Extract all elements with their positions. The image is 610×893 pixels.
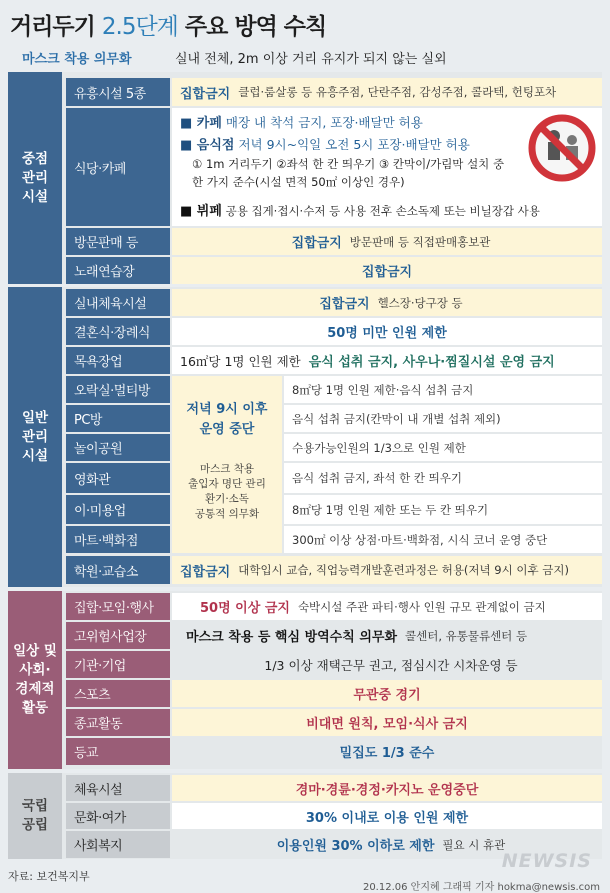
mask-desc: 실내 전체, 2m 이상 거리 유지가 되지 않는 실외 (175, 52, 447, 67)
table-row (66, 289, 602, 316)
rule-cell: 이용인원 30% 이하로 제한 필요 시 휴관 (276, 837, 506, 854)
category-label: 놀이공원 (66, 434, 170, 461)
rule-cell: 8㎡당 1명 인원 제한·음식 섭취 금지 (284, 376, 602, 403)
category-label: 방문판매 등 (66, 228, 170, 255)
category-label: 문화·여가 (66, 803, 170, 829)
table-row (66, 405, 602, 432)
table-row (66, 651, 602, 678)
section-general (8, 287, 602, 587)
table-row (66, 434, 602, 461)
category-label: 식당·카페 (66, 108, 170, 226)
rule-cell: 경마·경륜·경정·카지노 운영중단 (172, 775, 602, 801)
category-label: 영화관 (66, 463, 170, 493)
rule-cell: 밀집도 1/3 준수 (339, 746, 435, 761)
rule-cell: 음식 섭취 금지(칸막이 내 개별 섭취 제외) (284, 405, 602, 432)
section-label: 일상 및 사회· 경제적 활동 (8, 591, 62, 769)
category-label: 체육시설 (66, 775, 170, 801)
rule-cell: 30% 이내로 이용 인원 제한 (172, 803, 602, 829)
category-label: 노래연습장 (66, 257, 170, 284)
common-rules-block: 저녁 9시 이후 운영 중단 마스크 착용 출입자 명단 관리 환기·소독 공통적 의무화 (172, 376, 282, 553)
rule-cell: 50명 미만 인원 제한 (172, 318, 602, 345)
rule-cell: 1/3 이상 재택근무 권고, 점심시간 시차운영 등 (264, 657, 518, 673)
category-label: 사회복지 (66, 831, 170, 858)
table-row (66, 257, 602, 284)
rule-cell: 300㎡ 이상 상점·마트·백화점, 시식 코너 운영 중단 (284, 526, 602, 553)
rule-cell: 집합금지 (172, 257, 602, 284)
table-row (66, 556, 602, 584)
category-label: 이·미용업 (66, 495, 170, 524)
rule-cell: 무관중 경기 (172, 680, 602, 707)
category-label: 등교 (66, 738, 170, 765)
rule-cell: 집합금지 방문판매 등 직접판매홍보관 (172, 228, 602, 255)
section-label: 국립 공립 (8, 773, 62, 859)
section-daily (8, 591, 602, 769)
table-row (66, 526, 602, 553)
category-label: 마트·백화점 (66, 526, 170, 553)
rule-cell: 16㎡당 1명 인원 제한 음식 섭취 금지, 사우나·찜질시설 운영 금지 (172, 347, 602, 374)
rule-cell: 집합금지 대학입시 교습, 직업능력개발훈련과정은 허용(저녁 9시 이후 금지) (172, 556, 602, 584)
table-row (66, 228, 602, 255)
table-row (66, 622, 602, 649)
rule-cell: 8㎡당 1명 인원 제한 또는 두 칸 띄우기 (284, 495, 602, 524)
category-label: 실내체육시설 (66, 289, 170, 316)
table-row (66, 593, 602, 620)
category-label: 오락실·멀티방 (66, 376, 170, 403)
section-label: 중점 관리 시설 (8, 72, 62, 284)
table-row (66, 738, 602, 765)
category-label: 목욕장업 (66, 347, 170, 374)
category-label: PC방 (66, 405, 170, 432)
table-row (66, 803, 602, 829)
page-title: 거리두기 2.5단계 주요 방역 수칙 (10, 14, 327, 40)
level-text: 2.5단계 (101, 14, 178, 40)
table-row (66, 376, 602, 403)
table-row (66, 709, 602, 736)
category-label: 유흥시설 5종 (66, 78, 170, 106)
category-label: 학원·교습소 (66, 556, 170, 584)
rule-cell: 집합금지 헬스장·당구장 등 (172, 289, 602, 316)
category-label: 결혼식·장례식 (66, 318, 170, 345)
table-row (66, 78, 602, 106)
no-dining-icon (526, 112, 598, 184)
rule-cell: ■ 카페 매장 내 착석 금지, 포장·배달만 허용 ■ 음식점 저녁 9시~익일 오전 5시 포장·배달만 허용 ① 1m 거리두기 ②좌석 한 칸 띄우기 ③ 칸막이/가림막 설치 중 한 가지 준수(시설 면적 50㎡ 이상인 경우) ■ 뷔페 공용 집게·접시·수저 등 사용 전후 손소독제 또는 비닐장갑 사용 (172, 108, 602, 226)
section-label: 일반 관리 시설 (8, 287, 62, 587)
rule-cell: 음식 섭취 금지, 좌석 한 칸 띄우기 (284, 463, 602, 493)
table-row (66, 347, 602, 374)
category-label: 기관·기업 (66, 651, 170, 678)
mask-label: 마스크 착용 의무화 (22, 52, 132, 67)
table-row (66, 463, 602, 493)
source-text: 자료: 보건복지부 (8, 870, 90, 883)
table-row (66, 775, 602, 801)
rule-cell: 수용가능인원의 1/3으로 인원 제한 (284, 434, 602, 461)
category-label: 고위험사업장 (66, 622, 170, 649)
credit-text: 20.12.06 안지혜 그래픽 기자 hokma@newsis.com (362, 882, 600, 893)
section-priority (8, 72, 602, 284)
table-row (66, 495, 602, 524)
table-row (66, 680, 602, 707)
category-label: 집합·모임·행사 (66, 593, 170, 620)
newsis-logo: NEWSIS (501, 850, 592, 872)
rule-cell: 50명 이상 금지 숙박시설 주관 파티·행사 인원 규모 관계없이 금지 (172, 593, 602, 620)
rule-cell: 비대면 원칙, 모임·식사 금지 (172, 709, 602, 736)
table-row (66, 318, 602, 345)
rule-cell: 집합금지 클럽·룸살롱 등 유흥주점, 단란주점, 감성주점, 콜라텍, 헌팅포차 (172, 78, 602, 106)
rule-cell: 마스크 착용 등 핵심 방역수칙 의무화 콜센터, 유통물류센터 등 (186, 628, 528, 645)
category-label: 스포츠 (66, 680, 170, 707)
category-label: 종교활동 (66, 709, 170, 736)
table-row (66, 108, 602, 226)
section-public (8, 773, 602, 859)
